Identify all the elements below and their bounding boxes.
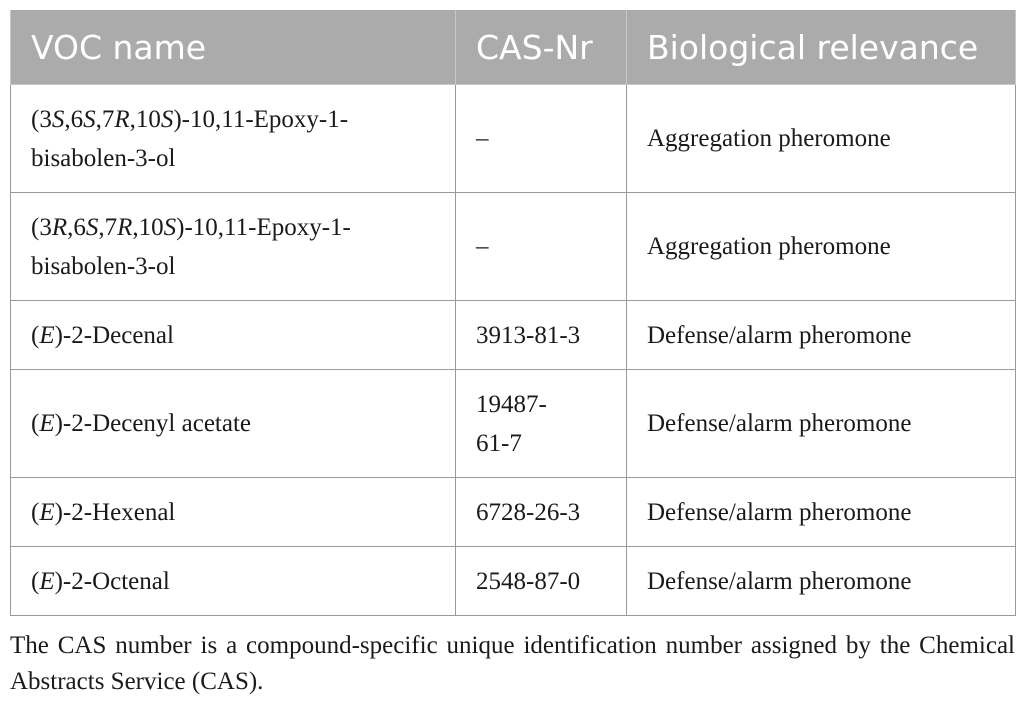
name-segment: (	[31, 567, 40, 595]
biological-relevance-cell: Defense/alarm pheromone	[627, 547, 1016, 616]
name-segment-italic: E	[39, 498, 55, 526]
column-header-biological-relevance: Biological relevance	[627, 10, 1016, 85]
name-segment-italic: S	[51, 105, 65, 133]
biological-relevance-cell: Aggregation pheromone	[627, 85, 1016, 193]
cas-segment: 61-7	[476, 429, 522, 457]
name-segment: (	[31, 498, 40, 526]
name-segment: (	[31, 321, 40, 349]
name-segment: ,10	[132, 213, 164, 241]
table-row	[11, 478, 1016, 547]
cas-nr-cell: 2548-87-0	[456, 547, 627, 616]
cas-nr-cell	[456, 370, 627, 478]
cas-nr-cell: 6728-26-3	[456, 478, 627, 547]
name-segment: ,10	[129, 105, 161, 133]
name-segment: )-10,11-Epoxy-1-	[173, 105, 349, 133]
table-footnote: The CAS number is a compound-specific unique identification number assigned by the Chemical Abstracts Service (CAS).	[10, 632, 1015, 695]
name-segment: ,6	[67, 213, 86, 241]
voc-name-cell	[11, 370, 456, 478]
name-segment: )-2-Octenal	[54, 567, 170, 595]
biological-relevance-cell: Defense/alarm pheromone	[627, 301, 1016, 370]
name-segment: (3	[31, 105, 52, 133]
name-segment: )-10,11-Epoxy-1-	[176, 213, 351, 241]
biological-relevance-cell: Defense/alarm pheromone	[627, 370, 1016, 478]
voc-name-cell	[11, 478, 456, 547]
column-header-voc-name: VOC name	[11, 10, 456, 85]
column-header-cas-nr: CAS-Nr	[456, 10, 627, 85]
voc-name-cell	[11, 193, 456, 301]
table-body	[11, 85, 1016, 616]
table-row	[11, 193, 1016, 301]
name-segment: bisabolen-3-ol	[31, 252, 176, 280]
cas-segment: 19487-	[476, 390, 547, 418]
name-segment: (	[31, 410, 40, 437]
name-segment-italic: S	[83, 105, 96, 133]
name-segment: )-2-Hexenal	[54, 498, 176, 526]
name-segment-italic: E	[39, 410, 55, 437]
table-row	[11, 547, 1016, 616]
cas-nr-cell: 3913-81-3	[456, 301, 627, 370]
table-row	[11, 301, 1016, 370]
name-segment: )-2-Decenyl acetate	[54, 410, 251, 437]
name-segment: (3	[31, 213, 52, 241]
biological-relevance-cell: Defense/alarm pheromone	[627, 478, 1016, 547]
name-segment-italic: E	[39, 321, 55, 349]
name-segment: ,7	[98, 213, 118, 241]
voc-name-cell	[11, 301, 456, 370]
name-segment: ,7	[95, 105, 115, 133]
table-row	[11, 370, 1016, 478]
name-segment-italic: S	[163, 213, 177, 241]
name-segment: bisabolen-3-ol	[31, 144, 176, 172]
name-segment: )-2-Decenal	[54, 321, 174, 349]
voc-name-cell	[11, 547, 456, 616]
header-row	[11, 10, 1016, 85]
name-segment-italic: R	[51, 213, 68, 241]
name-segment-italic: S	[85, 213, 99, 241]
name-segment-italic: E	[39, 567, 55, 595]
name-segment-italic: S	[160, 105, 174, 133]
name-segment-italic: R	[117, 213, 133, 241]
table-header	[11, 10, 1016, 85]
biological-relevance-cell: Aggregation pheromone	[627, 193, 1016, 301]
table-row	[11, 85, 1016, 193]
name-segment: ,6	[64, 105, 84, 133]
voc-name-cell	[11, 85, 456, 193]
cas-nr-cell: –	[456, 193, 627, 301]
voc-table-container	[10, 10, 1015, 616]
name-segment-italic: R	[114, 105, 130, 133]
voc-table	[10, 10, 1016, 616]
cas-nr-cell: –	[456, 85, 627, 193]
